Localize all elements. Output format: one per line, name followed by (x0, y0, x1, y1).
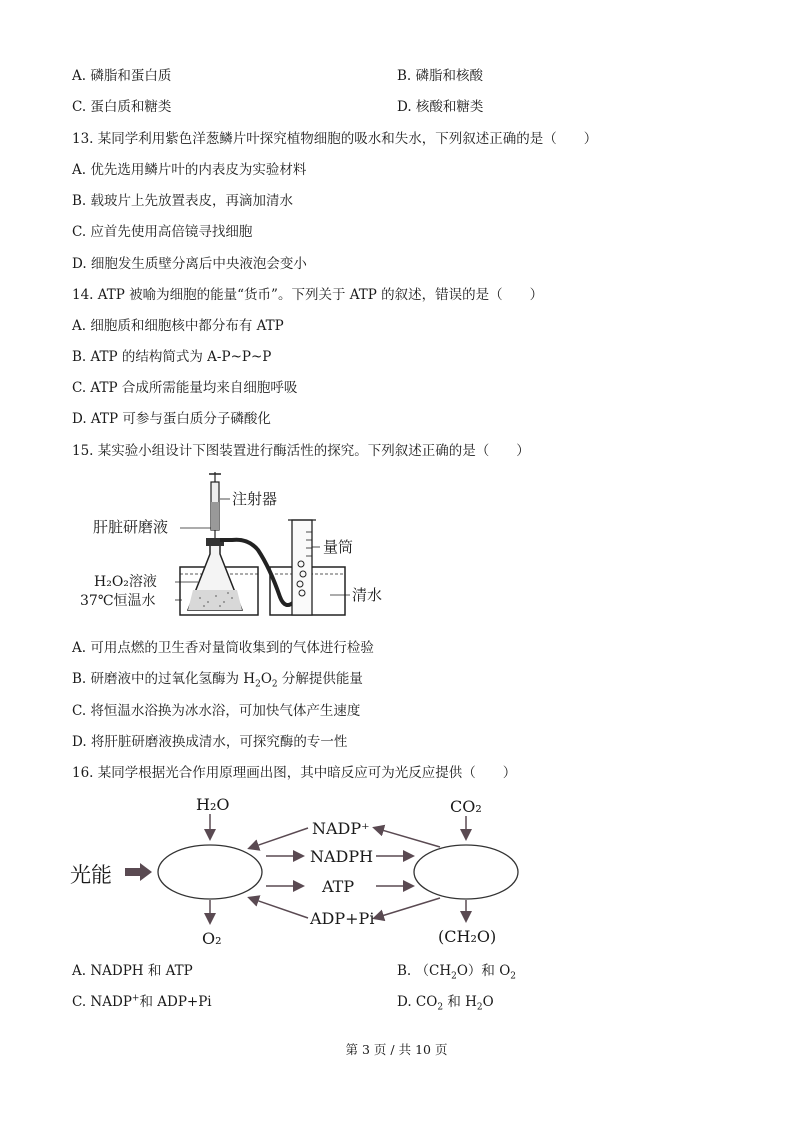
light-energy-arrow (125, 863, 152, 881)
label-cylinder: 量筒 (323, 538, 354, 556)
q15-stem: 15. 某实验小组设计下图装置进行酶活性的探究。下列叙述正确的是（ ） (72, 443, 530, 459)
label-light-energy: 光能 (70, 863, 112, 887)
label-water-bath: 37℃恒温水 (80, 593, 156, 609)
q15-option-c: C. 将恒温水浴换为冰水浴，可加快气体产生速度 (72, 703, 361, 719)
q13-option-b: B. 载玻片上先放置表皮，再滴加清水 (72, 193, 294, 209)
page-footer: 第 3 页 / 共 10 页 (345, 1042, 448, 1057)
q16-option-c: C. NADP+和 ADP+Pi (72, 993, 212, 1010)
label-liver-extract: 肝脏研磨液 (93, 518, 169, 536)
q14-option-b: B. ATP 的结构简式为 A-P~P~P (72, 349, 272, 365)
photosynthesis-figure (70, 792, 530, 952)
q12-option-a: A. 磷脂和蛋白质 (72, 68, 172, 84)
q13-option-c: C. 应首先使用高倍镜寻找细胞 (72, 224, 253, 240)
q14-stem: 14. ATP 被喻为细胞的能量“货币”。下列关于 ATP 的叙述，错误的是（ ） (72, 287, 544, 303)
dark-reaction-ellipse (414, 845, 518, 899)
label-h2o: H₂O (196, 795, 230, 814)
q16-option-b: B. $(CH_2O)$和 $O_2$ (397, 963, 517, 982)
label-atp: ATP (322, 877, 355, 896)
q13-stem: 13. 某同学利用紫色洋葱鳞片叶探究植物细胞的吸水和失水，下列叙述正确的是（ ） (72, 131, 598, 147)
label-h2o2-solution: H₂O₂溶液 (94, 574, 157, 590)
q13-option-a: A. 优先选用鳞片叶的内表皮为实验材料 (72, 162, 307, 178)
label-clear-water: 清水 (352, 586, 383, 604)
q12-option-c: C. 蛋白质和糖类 (72, 99, 172, 115)
label-co2: CO₂ (450, 797, 482, 816)
label-o2: O₂ (202, 929, 222, 948)
q15-option-d: D. 将肝脏研磨液换成清水，可探究酶的专一性 (72, 734, 348, 750)
q12-option-b: B. 磷脂和核酸 (397, 68, 484, 84)
q16-option-a: A. NADPH 和 ATP (72, 963, 193, 979)
graduated-cylinder (292, 520, 312, 615)
q14-option-d: D. ATP 可参与蛋白质分子磷酸化 (72, 411, 271, 427)
q12-option-d: D. 核酸和糖类 (397, 99, 484, 115)
q15-option-b: B. 研磨液中的过氧化氢酶为 $H_2O_2$ 分解提供能量 (72, 671, 363, 690)
light-reaction-ellipse (158, 845, 262, 899)
q14-option-a: A. 细胞质和细胞核中都分布有 ATP (72, 318, 284, 334)
label-nadph: NADPH (310, 847, 374, 866)
q13-option-d: D. 细胞发生质壁分离后中央液泡会变小 (72, 256, 307, 272)
label-ch2o: (CH₂O) (438, 927, 497, 946)
label-nadp-plus: NADP⁺ (312, 819, 370, 838)
enzyme-apparatus-figure (80, 472, 410, 622)
q16-option-d: D. $CO_2$ 和 $H_2O$ (397, 994, 494, 1013)
q16-stem: 16. 某同学根据光合作用原理画出图，其中暗反应可为光反应提供（ ） (72, 765, 517, 781)
q15-option-a: A. 可用点燃的卫生香对量筒收集到的气体进行检验 (72, 640, 374, 656)
label-adp-pi: ADP+Pi (310, 909, 375, 928)
q14-option-c: C. ATP 合成所需能量均来自细胞呼吸 (72, 380, 298, 396)
label-syringe: 注射器 (232, 490, 278, 508)
